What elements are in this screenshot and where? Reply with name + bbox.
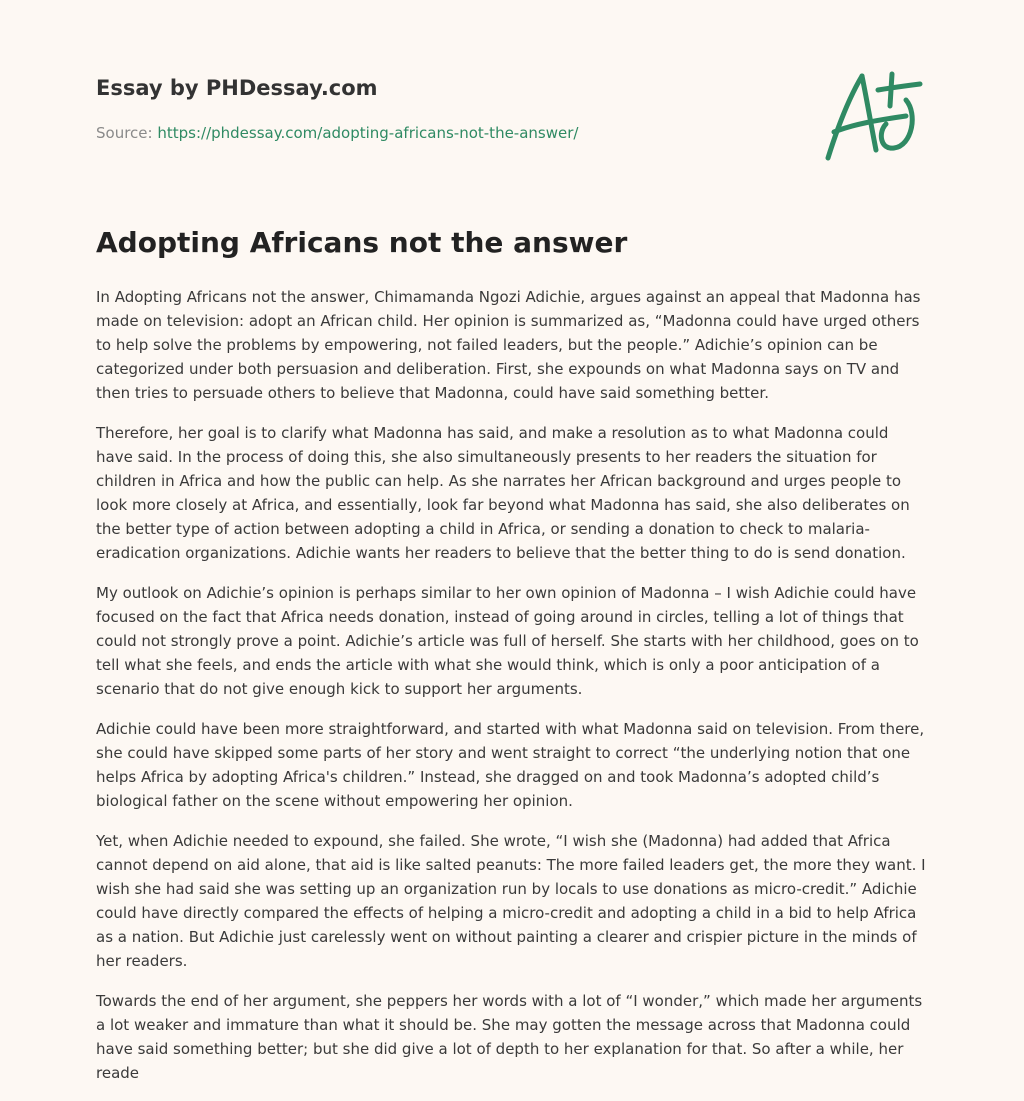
article-title: Adopting Africans not the answer	[96, 226, 628, 259]
article-paragraph: In Adopting Africans not the answer, Chimamanda Ngozi Adichie, argues against an appeal that Madonna has made on television: adopt an African child. Her opinion is summarized as, “Madonna could have urged others to help solve the problems by empowering, not failed leaders, but the people.” Adichie’s opinion can be categorized under both persuasion and deliberation. First, she expounds on what Madonna says on TV and then tries to persuade others to believe that Madonna, could have said something better.	[96, 288, 921, 402]
article-paragraph: Yet, when Adichie needed to expound, she failed. She wrote, “I wish she (Madonna) had added that Africa cannot depend on aid alone, that aid is like salted peanuts: The more failed leaders get, the more they want. I wish she had said she was setting up an organization run by locals to use donations as micro-credit.” Adichie could have directly compared the effects of helping a micro-credit and adopting a child in a bid to help Africa as a nation. But Adichie just carelessly went on without painting a clearer and crispier picture in the minds of her readers.	[96, 832, 926, 970]
article-body	[96, 285, 928, 1101]
source-link[interactable]: https://phdessay.com/adopting-africans-not-the-answer/	[157, 124, 579, 142]
article-paragraph: My outlook on Adichie’s opinion is perhaps similar to her own opinion of Madonna – I wish Adichie could have focused on the fact that Africa needs donation, instead of going around in circles, telling a lot of things that could not strongly prove a point. Adichie’s article was full of herself. She starts with her childhood, goes on to tell what she feels, and ends the article with what she would think, which is only a poor anticipation of a scenario that do not give enough kick to support her arguments.	[96, 584, 919, 698]
a-plus-logo-icon	[820, 66, 926, 166]
article-paragraph: Therefore, her goal is to clarify what Madonna has said, and make a resolution as to what Madonna could have said. In the process of doing this, she also simultaneously presents to her readers the situation for children in Africa and how the public can help. As she narrates her African background and urges people to look more closely at Africa, and essentially, look far beyond what Madonna has said, she also deliberates on the better type of action between adopting a child in Africa, or sending a donation to check to malaria-eradication organizations. Adichie wants her readers to believe that the better thing to do is send donation.	[96, 424, 910, 562]
source-label: Source:	[96, 124, 153, 142]
site-brand: Essay by PHDessay.com	[96, 76, 378, 100]
article-paragraph: Adichie could have been more straightforward, and started with what Madonna said on television. From there, she could have skipped some parts of her story and went straight to correct “the underlying notion that one helps Africa by adopting Africa's children.” Instead, she dragged on and took Madonna’s adopted child’s biological father on the scene without empowering her opinion.	[96, 720, 925, 810]
article-paragraph: Towards the end of her argument, she peppers her words with a lot of “I wonder,” which made her arguments a lot weaker and immature than what it should be. She may gotten the message across that Madonna could have said something better; but she did give a lot of depth to her explanation for that. So after a while, her reade	[96, 992, 923, 1082]
source-line	[96, 124, 578, 142]
